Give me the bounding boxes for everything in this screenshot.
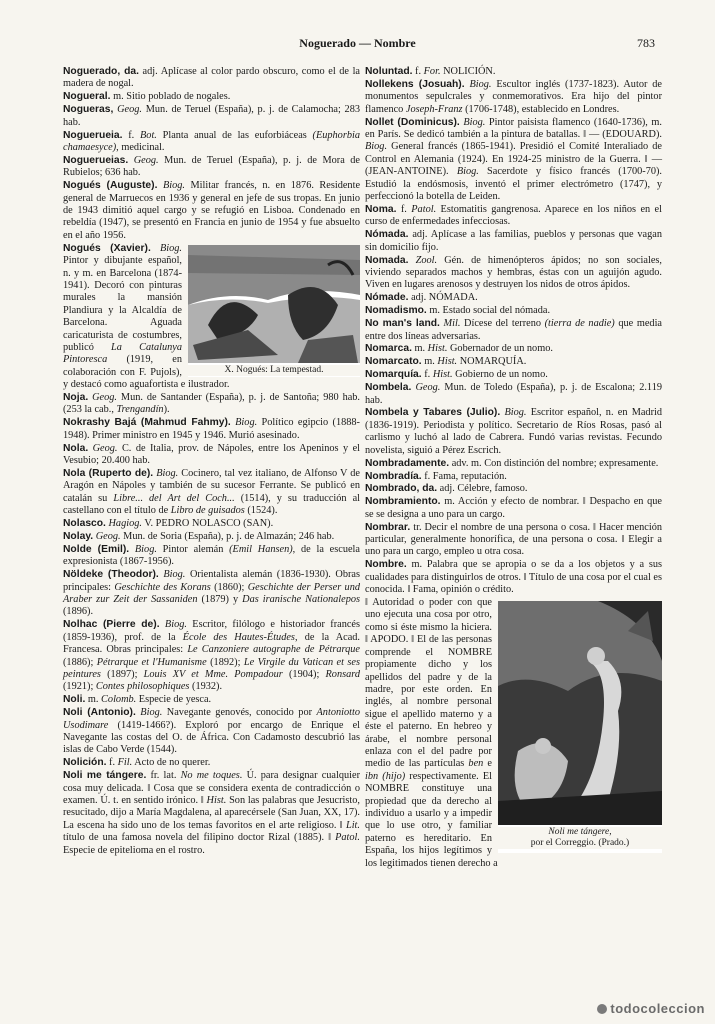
entry-nogues-xavier: Nogués (Xavier). Biog. Pintor y dibujante español, n. y m. en Barcelona (1874-1941). Decoró con pinturas murales la mansión Plandiura y la Alcaldía de Barcelona. Aguada caricaturista de costumbres, publicó La Catalunya Pintoresca (1919, en colaboración con F. Pujols), y destacó como aguafortista e ilustrador. [63, 242, 230, 391]
page-header [60, 36, 655, 52]
watermark-logo-icon [597, 1004, 607, 1014]
entry-nokrashy: Nokrashy Bajá (Mahmud Fahmy). Biog. Político egipcio (1888-1948). Primer ministro en 1945 y 1946. Murió asesinado. [63, 417, 360, 441]
correggio-painting-image [498, 601, 662, 825]
entry-nombrar: Nombrar. tr. Decir el nombre de una persona o cosa. ‖ Hacer mención particular, generalmente honorífica, de una persona o cosa. ‖ Elegir a uno para un cargo, empleo u otra cosa. [365, 521, 662, 558]
entry-noma: Noma. f. Patol. Estomatitis gangrenosa. Aparece en los niños en el curso de enfermedades infecciosas. [365, 203, 662, 228]
entry-nombramiento: Nombramiento. m. Acción y efecto de nombrar. ‖ Despacho en que se se designa a uno para un cargo. [365, 496, 662, 520]
entry-nola: Nola. Geog. C. de Italia, prov. de Nápoles, entre los Apeninos y el Vesubio; 20.400 hab. [63, 442, 361, 467]
entry-noldeke: Nöldeke (Theodor). Biog. Orientalista alemán (1836-1930). Obras principales: Geschichte des Korans (1860); Geschichte der Perser und Araber zur Zeit der Sassaniden (1879) y Das iranische Nationalepos (1896). [63, 569, 361, 618]
entry-nomada: Nómada. adj. Aplícase a las familias, pueblos y personas que vagan sin domicilio fijo. [365, 229, 662, 253]
entry-noluntad: Noluntad. f. For. NOLICIÓN. [365, 66, 496, 77]
caption-credit: por el Correggio. (Prado.) [530, 838, 630, 849]
entry-nogues: Nogués (Auguste). Biog. Militar francés, n. en 1876. Residente general de Marruecos en 1936 y general en jefe de sus tropas. En junio de 1943 dimitió aquel cargo y se refugió en Lisboa. Condenado en rebeldía (1947), se presentó en Francia en junio de 1954 y fue absuelto en el año 1956. [63, 180, 361, 241]
running-title: Noguerado — Nombre [299, 36, 416, 50]
right-column [365, 66, 662, 871]
entry-nolde: Nolde (Emil). Biog. Pintor alemán (Emil Hansen), de la escuela expresionista (1867-1956). [63, 543, 360, 568]
entry-nombrado: Nombrado, da. adj. Célebre, famoso. [365, 483, 528, 495]
entry-nolicion: Nolición. f. Fil. Acto de no querer. [63, 757, 211, 769]
entry-nogueras: Nogueras, Geog. Mun. de Teruel (España), p. j. de Calamocha; 283 hab. [63, 104, 361, 128]
entry-noli-me-tangere: Noli me tángere. fr. lat. No me toques. Ú. para designar cualquier cosa muy delicada. ‖ Cosa que se considera exenta de contradicción o examen. Ú. t. en sentido irónico. ‖ Hist. Son las palabras que Jesucristo, resucitado, dijo a María Magdalena, al aparecérsele (San Juan, XX, 17). La escena ha sido uno de los temas favoritos en el arte religioso. ‖ Lit. título de una famosa novela del filipino doctor Rizal (1885). ‖ Patol. Especie de epitelioma en el rostro. [63, 770, 360, 856]
entry-nombre: Nombre. m. Palabra que se apropia o se da a los objetos y a sus cualidades para distinguirlos de otros. ‖ Título de una cosa por el cual es conocida. ‖ Fama, opinión o crédito. [365, 559, 662, 596]
watermark [597, 1001, 705, 1016]
entry-nomada-zool: Nomada. Zool. Gén. de himenópteros ápidos; no son sociales, viviendo separados machos y hembras, éstas con un aguijón agudo. Viven en lugares arenosos y destruyen los nidos de otros ápidos. [365, 254, 662, 291]
entry-noguerueia: Noguerueia. f. Bot. Planta anual de las euforbiáceas (Euphorbia chamaesyce), medicinal. [63, 129, 360, 153]
left-column [63, 66, 360, 858]
entry-nomarca: Nomarca. m. Hist. Gobernador de un nomo. [365, 343, 553, 355]
entry-nomarcato: Nomarcato. m. Hist. NOMARQUÍA. [365, 356, 527, 368]
entry-no-mans-land: No man's land. Mil. Dícese del terreno (tierra de nadie) que media entre dos líneas adversarias. [365, 318, 662, 342]
entry-nomarquia: Nomarquía. f. Hist. Gobierno de un nomo. [365, 369, 548, 381]
entry-noli-antonio: Noli (Antonio). Biog. Navegante genovés, conocido por Antoniotto Usodimare (1419-1466?). Exploró por encargo de Enrique el Navegante las costas del O. de África. Con Cadamosto descubrió las islas de Cabo Verde (1544). [63, 707, 360, 756]
entry-nombela: Nombela. Geog. Mun. de Toledo (España), p. j. de Escalona; 2.119 hab. [365, 382, 662, 406]
entry-noguerueias: Noguerueias. Geog. Mun. de Teruel (España), p. j. de Mora de Rubielos; 636 hab. [63, 154, 360, 179]
entry-nolay: Nolay. Geog. Mun. de Soria (España), p. j. de Almazán; 246 hab. [63, 531, 335, 543]
caption-title: Noli me tángere, [548, 827, 612, 838]
entry-nomadismo: Nomadismo. m. Estado social del nómada. [365, 305, 551, 317]
entry-noja: Noja. Geog. Mun. de Santander (España), p. j. de Santoña; 980 hab. (253 la cab., Trengandín). [63, 392, 361, 416]
entry-nogueral: Nogueral. m. Sitio poblado de nogales. [63, 91, 231, 103]
figure-la-tempestad [188, 245, 360, 377]
entry-nombradamente: Nombradamente. adv. m. Con distinción del nombre; expresamente. [365, 457, 659, 469]
figure-caption-right [498, 827, 662, 849]
storm-engraving-image [188, 245, 360, 363]
entry-noguerado: Noguerado, da. adj. Aplícase al color pardo obscuro, como el de la madera de nogal. [63, 66, 360, 90]
entry-nola-ruperto: Nola (Ruperto de). Biog. Cocinero, tal vez italiano, de Alfonso V de Aragón en Nápoles y también de su sucesor Ferrante. Se publicó en catalán su Libre... del Art del Coch... (1514), y su traducción al castellano con el título de Libro de guisados (1524). [63, 468, 361, 517]
watermark-text: todocoleccion [610, 1001, 705, 1016]
figure-noli-me-tangere [498, 601, 662, 853]
figure-caption-left: X. Nogués: La tempestad. [188, 365, 360, 376]
entry-nolhac: Nolhac (Pierre de). Biog. Escritor, filólogo e historiador francés (1859-1936), prof. de la École des Hautes-Études, de la Acad. Francesa. Obras principales: Le Canzoniere autographe de Pétrarque (1886); Pétrarque et l'Humanisme (1892); Le Virgile du Vatican et ses peintures (1897); Louis XV et Mme. Pompadour (1904); Ronsard (1921); Contes philosophiques (1932). [63, 619, 361, 693]
entry-nomade: Nómade. adj. NÓMADA. [365, 292, 478, 304]
entry-nollet: Nollet (Dominicus). Biog. Pintor paisista flamenco (1640-1736), m. en París. Se dedicó también a la pintura de batallas. ‖ — (EDOUARD). Biog. General francés (1865-1941). Presidió el Comité Interaliado de Control en Alemania (1924). En 1924-25 ministro de la Guerra. ‖ — (JEAN-ANTOINE). Biog. Sacerdote y físico francés (1700-70). Estudió la endósmosis, inventó el primer electrómetro (1747), y perfeccionó la botella de Leiden. [365, 116, 662, 203]
entry-noli: Noli. m. Colomb. Especie de yesca. [63, 694, 212, 706]
entry-nollekens: Nollekens (Josuah). Biog. Escultor inglés (1737-1823). Autor de monumentos sepulcrales y conmemorativos. Era hijo del pintor flamenco Joseph-Franz (1706-1748), establecido en Londres. [365, 78, 662, 115]
entry-nolasco: Nolasco. Hagiog. V. PEDRO NOLASCO (SAN). [63, 518, 274, 530]
entry-nombradia: Nombradía. f. Fama, reputación. [365, 470, 507, 482]
entry-nombre-cont: ‖ Autoridad o poder con que uno ejecuta una cosa por otro, como si éste mismo la hiciera. ‖ APODO. ‖ El de las personas comprende el NOMBRE propiamente dicho y los apellidos del padre y de la madre, por este orden. En inglés, al nombre personal sigue el apellido materno y a éste el paterno. En hebreo y árabe, el nombre personal enlaza con el del padre por medio de las partículas ben e ibn (hijo) respectivamente. El NOMBRE constituye una propiedad que da derecho al individuo a usarlo y a impedir que lo use otro, y familiar paterno es hereditario. En España, los hijos legítimos y los legitimados tienen derecho a [365, 597, 498, 869]
page-number: 783 [637, 36, 655, 50]
entry-nombela-tabares: Nombela y Tabares (Julio). Biog. Escritor español, n. en Madrid (1836-1919). Periodista y político. Secretario de Ríos Rosas, pasó al carlismo y luchó al lado de Cabrera. Fundó varias revistas. Fecundo novelista, siguió a Pérez Escrich. [365, 407, 663, 456]
